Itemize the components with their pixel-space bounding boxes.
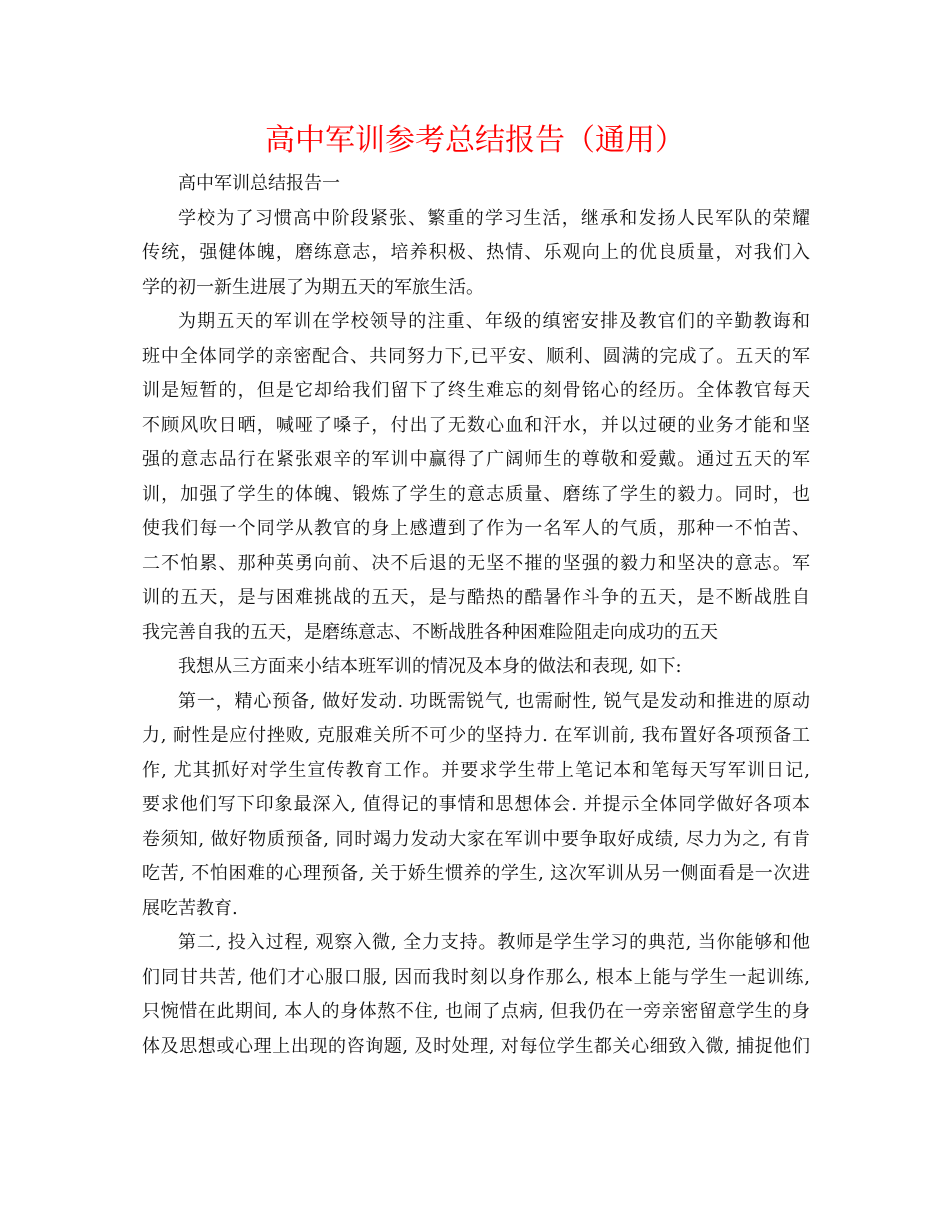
text-line: 展吃苦教育.	[142, 897, 238, 919]
text-line: 我完善自我的五天，是磨练意志、不断战胜各种困难险阻走向成功的五天	[142, 621, 718, 643]
text-line: 我想从三方面来小结本班军训的情况及本身的做法和表现, 如下:	[178, 656, 682, 677]
paragraph-second-point	[142, 926, 810, 1064]
text-line: 使我们每一个同学从教官的身上感遭到了作为一名军人的气质，那种一不怕苦、	[142, 518, 810, 539]
text-line: 学校为了习惯高中阶段紧张、繁重的学习生活，继承和发扬人民军队的荣耀	[178, 207, 810, 229]
document-title: 高中军训参考总结报告（通用）	[265, 123, 685, 158]
text-line: 二不怕累、那种英勇向前、决不后退的无坚不摧的坚强的毅力和坚决的意志。军	[142, 552, 810, 574]
paragraph-intro	[142, 202, 810, 306]
paragraph-summary-intro	[142, 650, 810, 685]
text-line: 传统，强健体魄，磨练意志，培养积极、热情、乐观向上的优良质量，对我们入	[142, 242, 810, 263]
text-line: 高中军训总结报告一	[178, 173, 340, 194]
paragraph-heading	[142, 167, 810, 202]
text-line: 训的五天，是与困难挑战的五天，是与酷热的酷暑作斗争的五天，是不断战胜自	[142, 587, 810, 608]
text-line: 作, 尤其抓好对学生宣传教育工作。并要求学生带上笔记本和笔每天写军训日记,	[142, 759, 810, 781]
text-line: 强的意志品行在紧张艰辛的军训中赢得了广阔师生的尊敬和爱戴。通过五天的军	[142, 449, 810, 470]
paragraph-five-days	[142, 305, 810, 650]
text-line: 力, 耐性是应付挫败, 克服难关所不可少的坚持力. 在军训前, 我布置好各项预备工	[142, 725, 810, 746]
text-line: 体及思想或心理上出现的咨询题, 及时处理, 对每位学生都关心细致入微, 捕捉他们	[142, 1035, 810, 1057]
text-line: 班中全体同学的亲密配合、共同努力下,已平安、顺利、圆满的完成了。五天的军	[142, 345, 810, 367]
text-line: 训，加强了学生的体魄、锻炼了学生的意志质量、磨练了学生的毅力。同时，也	[142, 483, 810, 505]
text-line: 要求他们写下印象最深入, 值得记的事情和思想体会. 并提示全体同学做好各项本	[142, 794, 810, 815]
text-line: 第二, 投入过程, 观察入微, 全力支持。教师是学生学习的典范, 当你能够和他	[178, 932, 810, 953]
text-line: 卷须知, 做好物质预备, 同时竭力发动大家在军训中要争取好成绩, 尽力为之, 有肯	[142, 828, 810, 850]
document-body	[142, 167, 810, 1064]
paragraph-first-point	[142, 685, 810, 927]
text-line: 第一，精心预备, 做好发动. 功既需锐气, 也需耐性, 锐气是发动和推进的原动	[178, 690, 810, 712]
text-line: 不顾风吹日晒，喊哑了嗓子，付出了无数心血和汗水，并以过硬的业务才能和坚	[142, 414, 810, 436]
text-line: 们同甘共苦, 他们才心服口服, 因而我时刻以身作那么, 根本上能与学生一起训练,	[142, 966, 810, 988]
text-line: 吃苦, 不怕困难的心理预备, 关于娇生惯养的学生, 这次军训从另一侧面看是一次进	[142, 863, 810, 884]
text-line: 只惋惜在此期间, 本人的身体熬不住, 也闹了点病, 但我仍在一旁亲密留意学生的身	[142, 1001, 810, 1022]
text-line: 学的初一新生进展了为期五天的军旅生活。	[142, 276, 484, 298]
text-line: 为期五天的军训在学校领导的注重、年级的缜密安排及教官们的辛勤教诲和	[178, 311, 810, 332]
text-line: 训是短暂的，但是它却给我们留下了终生难忘的刻骨铭心的经历。全体教官每天	[142, 380, 810, 401]
